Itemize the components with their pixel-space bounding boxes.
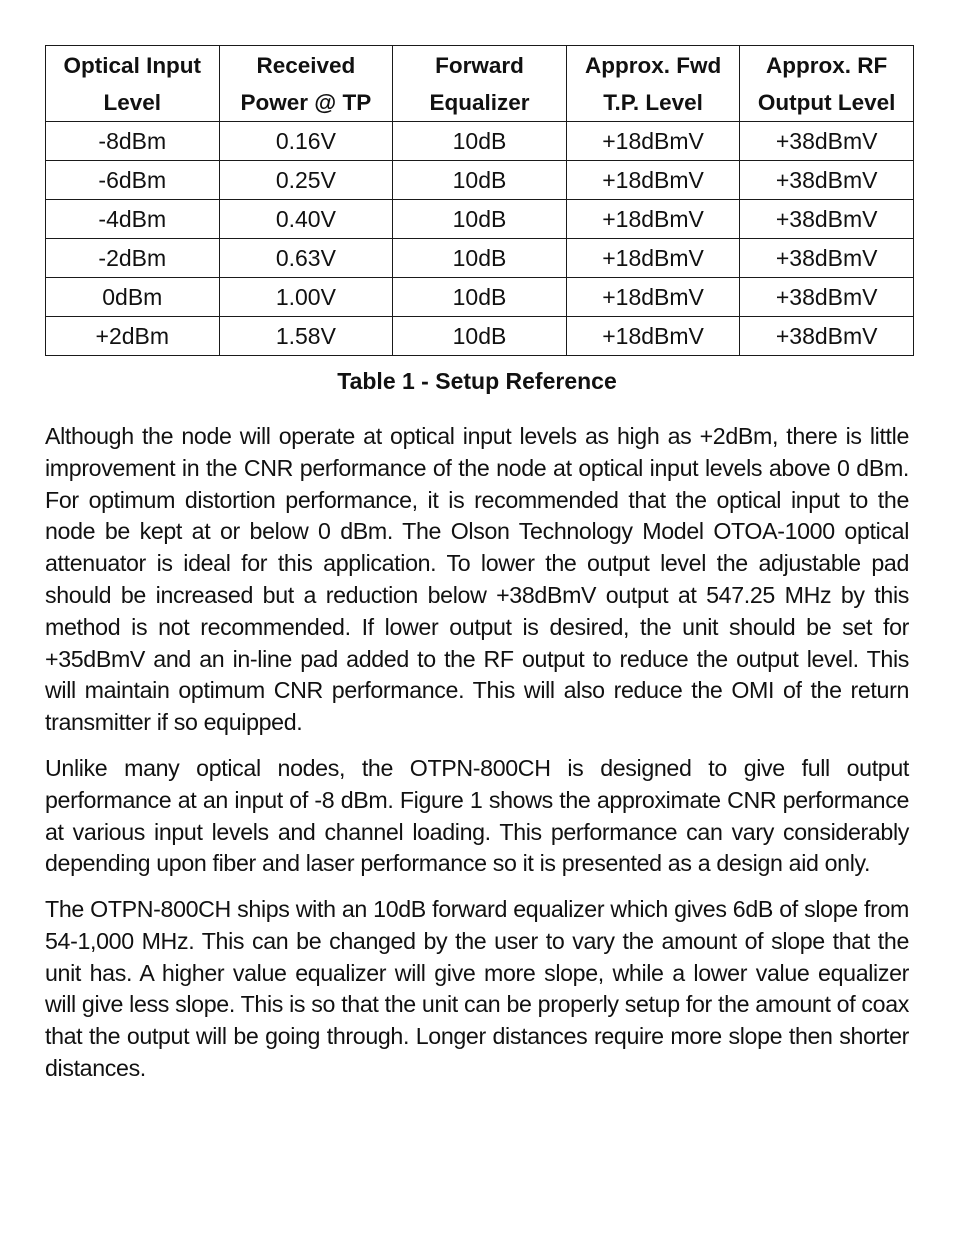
table-header-row [46, 46, 914, 122]
table-cell: 10dB [393, 161, 567, 200]
table-cell: +18dBmV [566, 200, 740, 239]
table-cell: 1.58V [219, 317, 393, 356]
body-paragraph: The OTPN-800CH ships with an 10dB forward equalizer which gives 6dB of slope from 54-1,000 MHz. This can be changed by the user to vary the amount of slope that the unit has. A higher value equalizer will give more slope, while a lower value equalizer will give less slope. This is so that the unit can be properly setup for the amount of coax that the output will be going through. Longer distances require more slope then shorter distances. [45, 896, 909, 1081]
header-line: Output Level [757, 89, 896, 115]
table-cell: 0dBm [46, 278, 220, 317]
table-row [46, 161, 914, 200]
table-cell: 10dB [393, 122, 567, 161]
table-row [46, 200, 914, 239]
table-cell: 0.40V [219, 200, 393, 239]
table-cell: 1.00V [219, 278, 393, 317]
table-cell: 10dB [393, 317, 567, 356]
table-cell: +38dBmV [740, 200, 914, 239]
table-cell: +38dBmV [740, 317, 914, 356]
table-cell: +18dBmV [566, 278, 740, 317]
table-cell: -2dBm [46, 239, 220, 278]
table-cell: 0.16V [219, 122, 393, 161]
header-line: Level [103, 89, 162, 115]
table-row [46, 278, 914, 317]
table-cell: +18dBmV [566, 122, 740, 161]
table-cell: +2dBm [46, 317, 220, 356]
table-cell: 0.25V [219, 161, 393, 200]
table-row [46, 317, 914, 356]
table-cell: 10dB [393, 239, 567, 278]
table-cell: +18dBmV [566, 239, 740, 278]
table-caption: Table 1 - Setup Reference [337, 368, 617, 394]
header-line: Power @ TP [240, 89, 372, 115]
header-line: Received [256, 52, 356, 78]
table-row [46, 122, 914, 161]
header-received-power [219, 46, 393, 122]
header-line: Optical Input [63, 52, 202, 78]
body-paragraph: Unlike many optical nodes, the OTPN-800CH is designed to give full output performance at an input of -8 dBm. Figure 1 shows the approximate CNR performance at various input levels and channel loading. This performance can vary considerably depending upon fiber and laser performance so it is presented as a design aid only. [45, 755, 909, 877]
table-cell: -4dBm [46, 200, 220, 239]
body-paragraph: Although the node will operate at optical input levels as high as +2dBm, there is little improvement in the CNR performance of the node at optical input levels above 0 dBm. For optimum distortion performance, it is recommended that the optical input to the node be kept at or below 0 dBm. The Olson Technology Model OTOA-1000 optical attenuator is ideal for this application. To lower the output level the adjustable pad should be increased but a reduction below +38dBmV output at 547.25 MHz by this method is not recommended. If lower output is desired, the unit should be set for +35dBmV and an in-line pad added to the RF output to reduce the output level. This will maintain optimum CNR performance. This will also reduce the OMI of the return transmitter if so equipped. [45, 423, 909, 736]
table-cell: +38dBmV [740, 122, 914, 161]
table-cell: +38dBmV [740, 239, 914, 278]
table-cell: +18dBmV [566, 161, 740, 200]
table-cell: 10dB [393, 278, 567, 317]
table-cell: +38dBmV [740, 278, 914, 317]
table-cell: 0.63V [219, 239, 393, 278]
table-cell: -6dBm [46, 161, 220, 200]
table-cell: -8dBm [46, 122, 220, 161]
header-fwd-tp-level [566, 46, 740, 122]
table-row [46, 239, 914, 278]
header-forward-equalizer [393, 46, 567, 122]
header-line: Approx. Fwd [584, 52, 722, 78]
header-line: Forward [435, 52, 524, 78]
table-cell: 10dB [393, 200, 567, 239]
header-line: T.P. Level [603, 89, 703, 115]
setup-reference-table [45, 45, 914, 356]
header-rf-output-level [740, 46, 914, 122]
header-optical-input-level [46, 46, 220, 122]
table-cell: +38dBmV [740, 161, 914, 200]
table-cell: +18dBmV [566, 317, 740, 356]
header-line: Equalizer [429, 89, 530, 115]
header-line: Approx. RF [766, 52, 888, 78]
